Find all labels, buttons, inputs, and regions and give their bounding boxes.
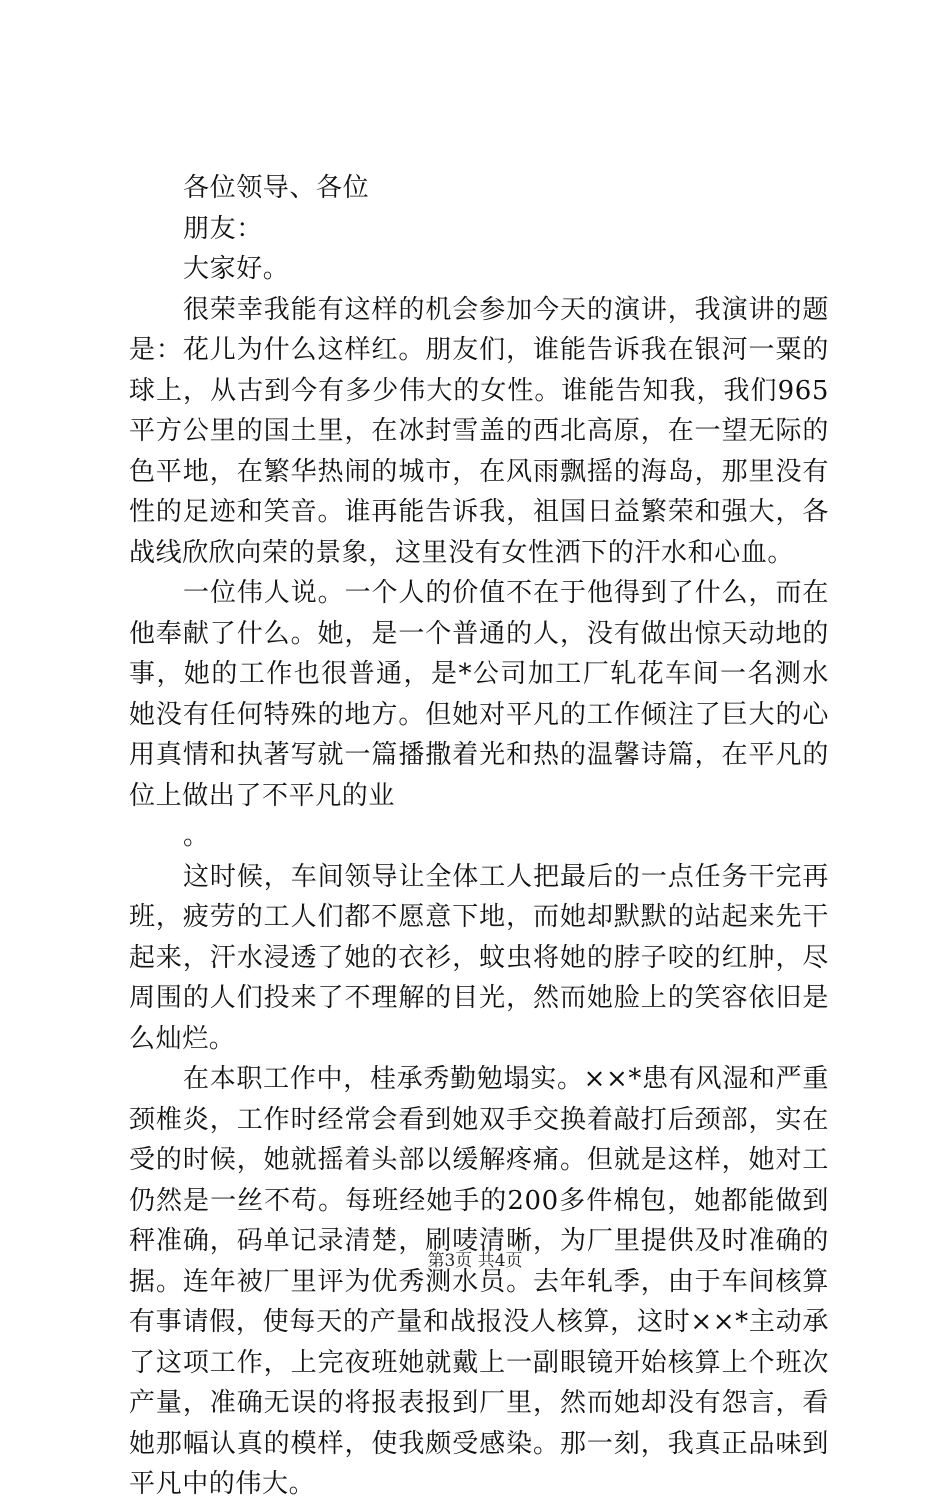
text-line: 有事请假，使每天的产量和战报没人核算，这时××*主动承 [129,1307,829,1337]
text-line: 战线欣欣向荣的景象，这里没有女性洒下的汗水和心血。 [129,537,795,568]
text-line: 产量，准确无误的将报表报到厂里，然而她却没有怨言，看 [129,1388,829,1418]
text-line: 颈椎炎，工作时经常会看到她双手交换着敲打后颈部，实在 [129,1104,829,1135]
text-line: 性的足迹和笑音。谁再能告诉我，祖国日益繁荣和强大，各 [129,497,829,527]
text-line: 位上做出了不平凡的业 [129,780,396,811]
text-line: 受的时候，她就摇着头部以缓解疼痛。但就是这样，她对工 [129,1145,829,1175]
text-line: 球上，从古到今有多少伟大的女性。谁能告知我，我们965 [129,375,829,406]
text-line: 周围的人们投来了不理解的目光，然而她脸上的笑容依旧是 [129,983,829,1013]
text-line: 一位伟人说。一个人的价值不在于他得到了什么，而在 [183,578,829,608]
text-line: 班，疲劳的工人们都不愿意下地，而她却默默的站起来先干 [129,902,829,932]
text-line: 她没有任何特殊的地方。但她对平凡的工作倾注了巨大的心 [129,699,829,730]
text-line: 平凡中的伟大。 [129,1469,316,1499]
text-line: 这时候，车间领导让全体工人把最后的一点任务干完再 [183,861,829,892]
text-line: 平方公里的国土里，在冰封雪盖的西北高原，在一望无际的 [129,416,829,446]
text-line: 事，她的工作也很普通，是*公司加工厂轧花车间一名测水 [129,659,829,689]
text-line: 朋友： [183,213,263,244]
text-line: 色平地，在繁华热闹的城市，在风雨飘摇的海岛，那里没有 [129,456,829,487]
text-line: 。 [183,821,210,851]
text-line: 么灿烂。 [129,1023,236,1054]
text-line: 在本职工作中，桂承秀勤勉塌实。××*患有风湿和严重 [183,1064,829,1094]
text-line: 她那幅认真的模样，使我颇受感染。那一刻，我真正品味到 [129,1428,829,1459]
text-line: 是：花儿为什么这样红。朋友们，谁能告诉我在银河一粟的 [129,335,829,365]
text-line: 各位领导、各位 [183,173,370,203]
text-line: 他奉献了什么。她，是一个普通的人，没有做出惊天动地的 [129,618,829,649]
text-line: 大家好。 [183,254,290,284]
document-body [129,168,829,1505]
text-line: 秤准确，码单记录清楚，刷唛清晰，为厂里提供及时准确的 [129,1226,829,1256]
text-line: 用真情和执著写就一篇播撒着光和热的温馨诗篇，在平凡的 [129,740,829,770]
text-line: 据。连年被厂里评为优秀测水员。去年轧季，由于车间核算 [129,1266,829,1297]
text-line: 很荣幸我能有这样的机会参加今天的演讲，我演讲的题 [183,294,829,325]
text-line: 仍然是一丝不苟。每班经她手的200多件棉包，她都能做到 [129,1185,829,1216]
page-footer: 第3页 共4页 [427,1251,523,1271]
text-line: 起来，汗水浸透了她的衣衫，蚊虫将她的脖子咬的红肿，尽 [129,942,829,973]
text-line: 了这项工作，上完夜班她就戴上一副眼镜开始核算上个班次 [129,1347,829,1378]
